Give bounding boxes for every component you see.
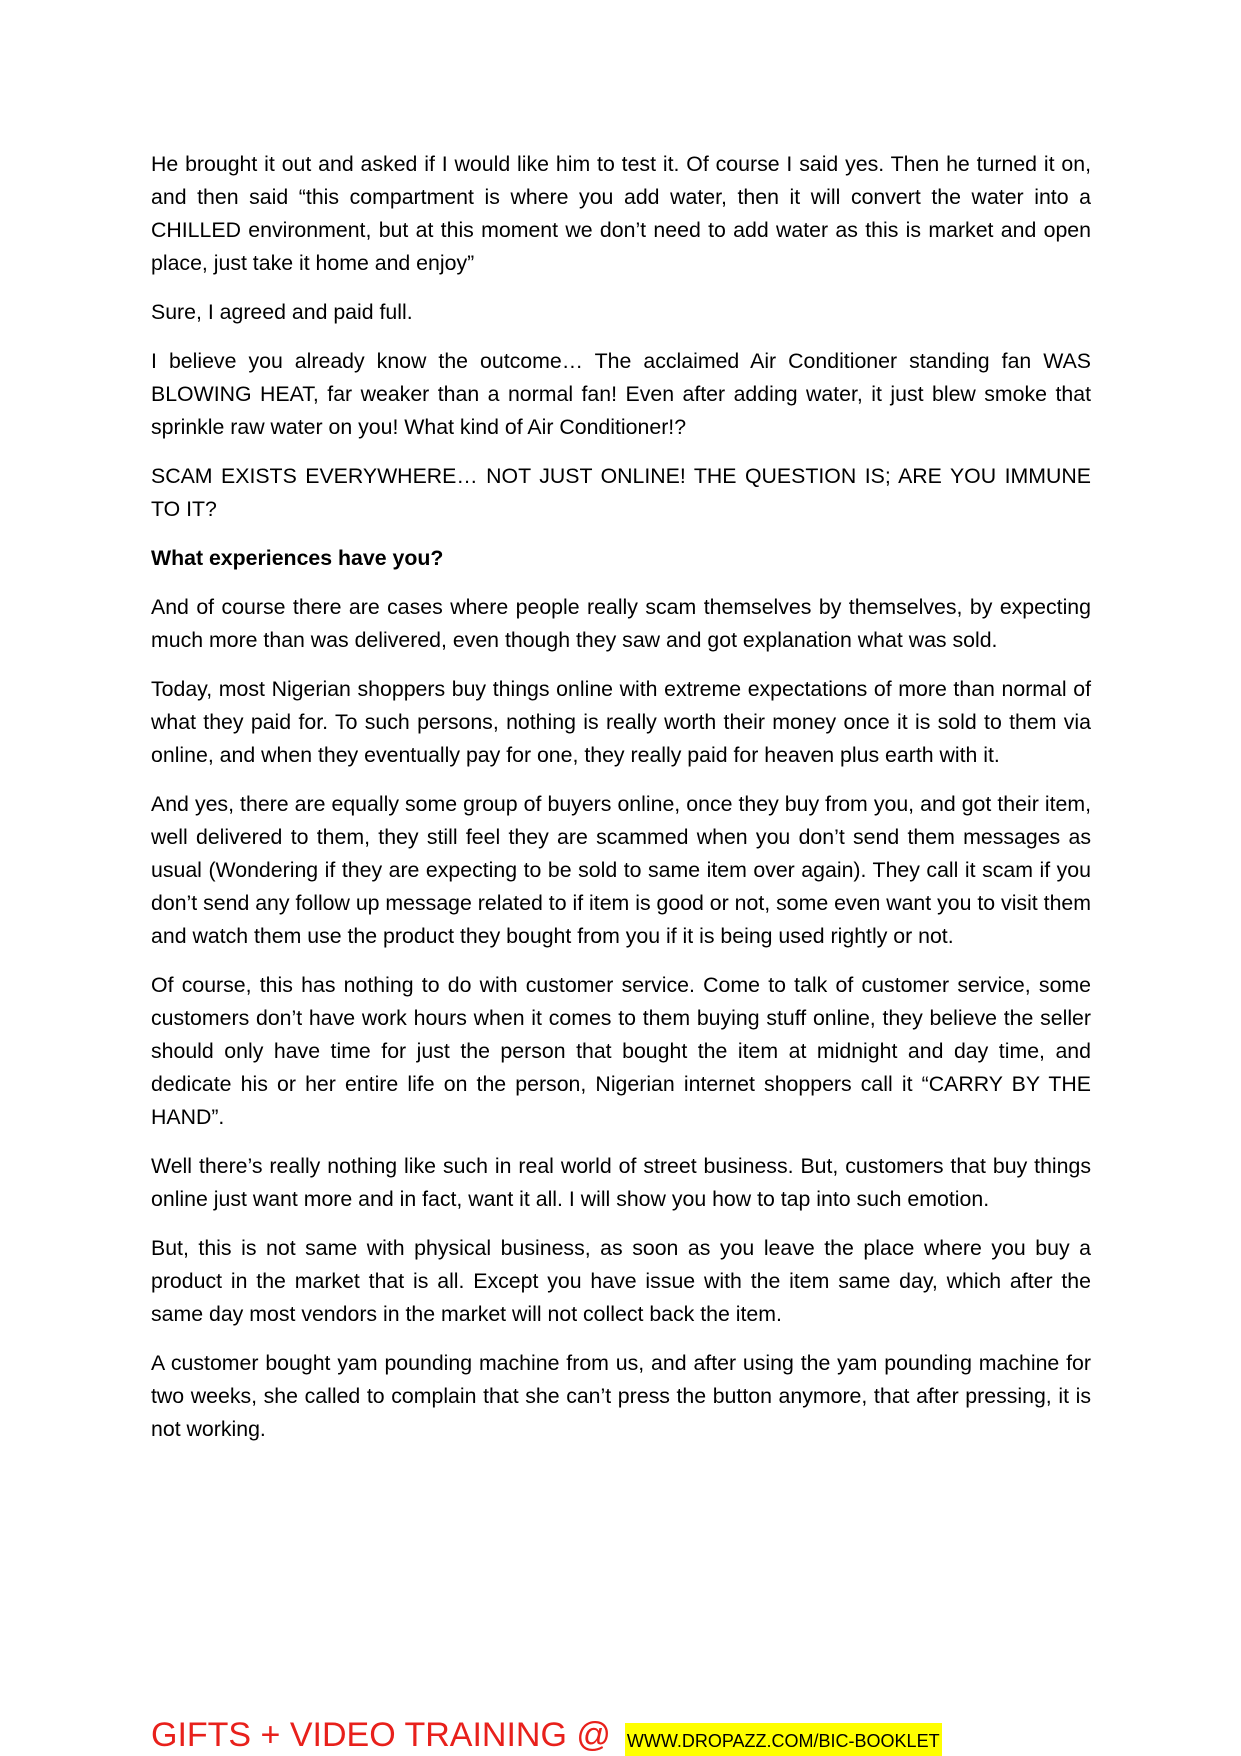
paragraph-scam-exists: SCAM EXISTS EVERYWHERE… NOT JUST ONLINE! THE QUESTION IS; ARE YOU IMMUNE TO IT?: [151, 464, 1091, 521]
paragraph-street-business: Well there’s really nothing like such in real world of street business. But, customers that buy things online just want more and in fact, want it all. I will show you how to tap into such emotion.: [151, 1154, 1091, 1211]
section-heading-experiences: What experiences have you?: [151, 546, 444, 570]
footer-banner: [151, 1708, 942, 1754]
paragraph-customer-service: Of course, this has nothing to do with customer service. Come to talk of customer service, some customers don’t have work hours when it comes to them buying stuff online, they believe the seller should only have time for just the person that bought the item at midnight and day time, and dedicate his or her entire life on the person, Nigerian internet shoppers call it “CARRY BY THE HAND”.: [151, 973, 1091, 1129]
paragraph-test-fan: He brought it out and asked if I would like him to test it. Of course I said yes. Then he turned it on, and then said “this compartment is where you add water, then it will convert the water into a CHILLED environment, but at this moment we don’t need to add water as this is market and open place, just take it home and enjoy”: [151, 152, 1091, 275]
paragraph-outcome: I believe you already know the outcome… The acclaimed Air Conditioner standing fan WAS BLOWING HEAT, far weaker than a normal fan! Even after adding water, it just blew smoke that sprinkle raw water on you! What kind of Air Conditioner!?: [151, 349, 1091, 439]
paragraph-self-scam: And of course there are cases where people really scam themselves by themselves, by expecting much more than was delivered, even though they saw and got explanation what was sold.: [151, 595, 1091, 652]
body-text: [151, 148, 1091, 1462]
paragraph-paid-full: Sure, I agreed and paid full.: [151, 300, 413, 324]
paragraph-yam-machine: A customer bought yam pounding machine from us, and after using the yam pounding machine for two weeks, she called to complain that she can’t press the button anymore, that after pressing, it is not working.: [151, 1351, 1091, 1441]
footer-url-link[interactable]: WWW.DROPAZZ.COM/BIC-BOOKLET: [625, 1723, 942, 1756]
paragraph-follow-up-messages: And yes, there are equally some group of buyers online, once they buy from you, and got their item, well delivered to them, they still feel they are scammed when you don’t send them messages as usual (Wondering if they are expecting to be sold to same item over again). They call it scam if you don’t send any follow up message related to if item is good or not, some even want you to visit them and watch them use the product they bought from you if it is being used rightly or not.: [151, 792, 1091, 948]
footer-promo-text: GIFTS + VIDEO TRAINING @: [151, 1716, 611, 1754]
paragraph-nigerian-shoppers: Today, most Nigerian shoppers buy things online with extreme expectations of more than normal of what they paid for. To such persons, nothing is really worth their money once it is sold to them via online, and when they eventually pay for one, they really paid for heaven plus earth with it.: [151, 677, 1091, 767]
paragraph-physical-business: But, this is not same with physical business, as soon as you leave the place where you buy a product in the market that is all. Except you have issue with the item same day, which after the same day most vendors in the market will not collect back the item.: [151, 1236, 1091, 1326]
